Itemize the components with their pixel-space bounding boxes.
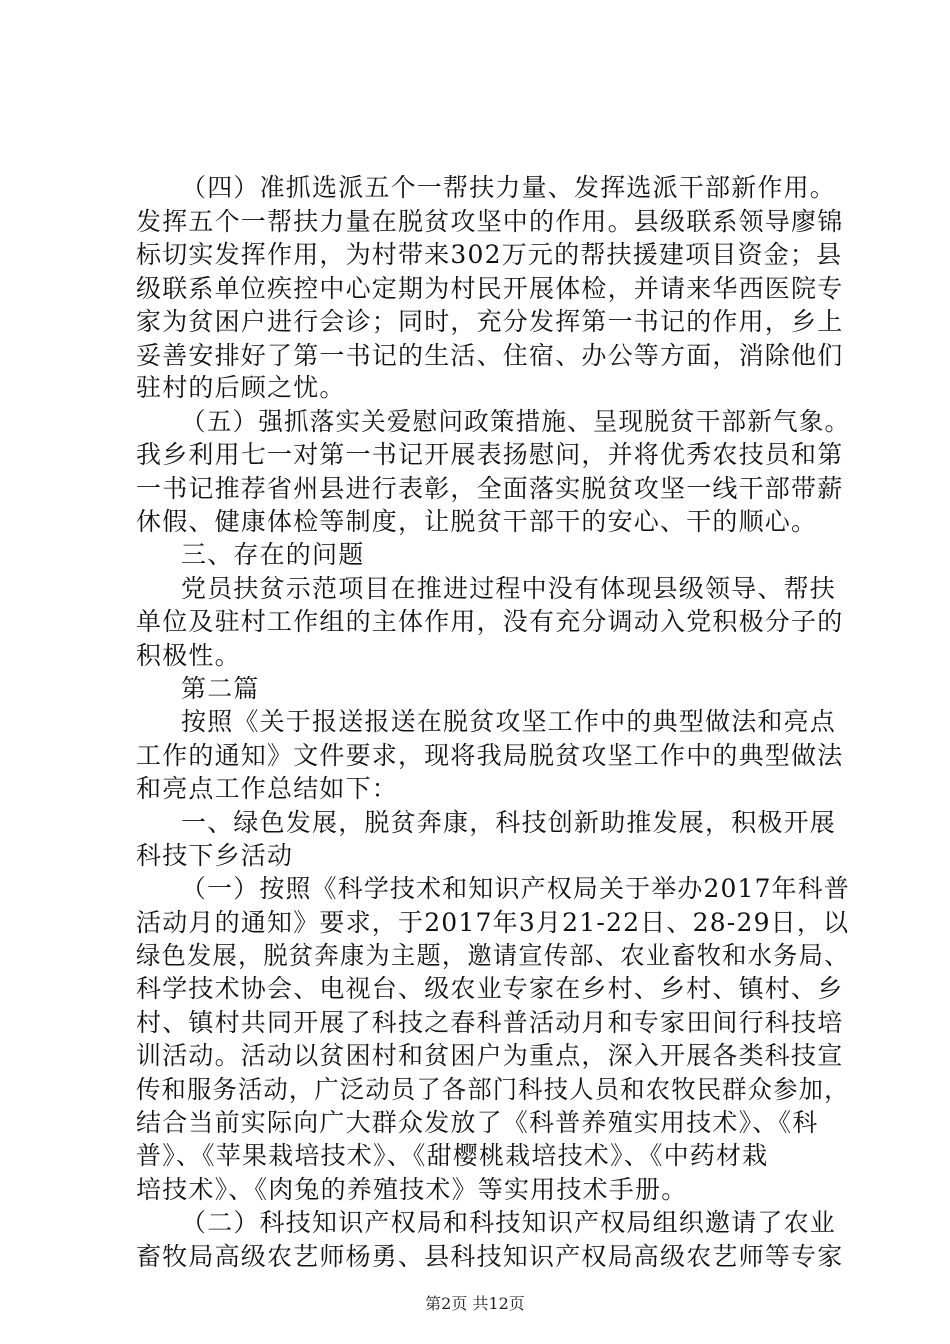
page-number-footer: 第2页 共12页: [425, 1294, 525, 1313]
text-line: 结合当前实际向广大群众发放了《科普养殖实用技术》、《科: [136, 1108, 819, 1137]
text-line: （一）按照《科学技术和知识产权局关于举办2017年科普: [181, 874, 851, 903]
text-line: 畜牧局高级农艺师杨勇、县科技知识产权局高级农艺师等专家: [136, 1242, 844, 1271]
text-line: 驻村的后顾之忧。: [136, 373, 346, 402]
text-line: 单位及驻村工作组的主体作用，没有充分调动入党积极分子的: [136, 607, 844, 636]
section-heading: 三、存在的问题: [181, 540, 365, 569]
text-line: 训活动。活动以贫困村和贫困户为重点，深入开展各类科技宣: [136, 1041, 844, 1070]
text-line: 休假、健康体检等制度，让脱贫干部干的安心、干的顺心。: [136, 507, 818, 536]
text-line: 培技术》、《肉兔的养殖技术》等实用技术手册。: [136, 1175, 688, 1204]
text-line: 积极性。: [136, 641, 241, 670]
section-heading: 第二篇: [181, 674, 260, 703]
text-line: （五）强抓落实关爱慰问政策措施、呈现脱贫干部新气象。: [181, 407, 851, 436]
text-line: 科学技术协会、电视台、级农业专家在乡村、乡村、镇村、乡: [136, 974, 844, 1003]
text-line: 发挥五个一帮扶力量在脱贫攻坚中的作用。县级联系领导廖锦: [136, 207, 844, 236]
section-heading: 一、绿色发展，脱贫奔康，科技创新助推发展，积极开展: [181, 808, 837, 837]
text-line: 绿色发展，脱贫奔康为主题，邀请宣传部、农业畜牧和水务局、: [136, 941, 850, 970]
text-line: 普》、《苹果栽培技术》、《甜樱桃栽培技术》、《中药材栽: [136, 1141, 769, 1170]
text-line: 传和服务活动，广泛动员了各部门科技人员和农牧民群众参加，: [136, 1075, 850, 1104]
text-line: 活动月的通知》要求，于2017年3月21-22日、28-29日，以: [136, 908, 850, 937]
text-line: （四）准抓选派五个一帮扶力量、发挥选派干部新作用。: [181, 173, 837, 202]
text-line: 级联系单位疾控中心定期为村民开展体检，并请来华西医院专: [136, 274, 844, 303]
text-line: 和亮点工作总结如下：: [136, 774, 399, 803]
text-line: 妥善安排好了第一书记的生活、住宿、办公等方面，消除他们: [136, 341, 844, 370]
text-line: （二）科技知识产权局和科技知识产权局组织邀请了农业: [181, 1208, 837, 1237]
text-line: 一书记推荐省州县进行表彰，全面落实脱贫攻坚一线干部带薪: [136, 474, 844, 503]
text-line: 标切实发挥作用，为村带来302万元的帮扶援建项目资金；县: [136, 240, 843, 269]
text-line: 村、镇村共同开展了科技之春科普活动月和专家田间行科技培: [136, 1008, 844, 1037]
text-line: 工作的通知》文件要求，现将我局脱贫攻坚工作中的典型做法: [136, 741, 844, 770]
text-line: 我乡利用七一对第一书记开展表扬慰问，并将优秀农技员和第: [136, 440, 844, 469]
text-line: 科技下乡活动: [136, 841, 294, 870]
text-line: 按照《关于报送报送在脱贫攻坚工作中的典型做法和亮点: [181, 707, 837, 736]
text-line: 家为贫困户进行会诊；同时，充分发挥第一书记的作用，乡上: [136, 307, 844, 336]
text-line: 党员扶贫示范项目在推进过程中没有体现县级领导、帮扶: [181, 574, 837, 603]
